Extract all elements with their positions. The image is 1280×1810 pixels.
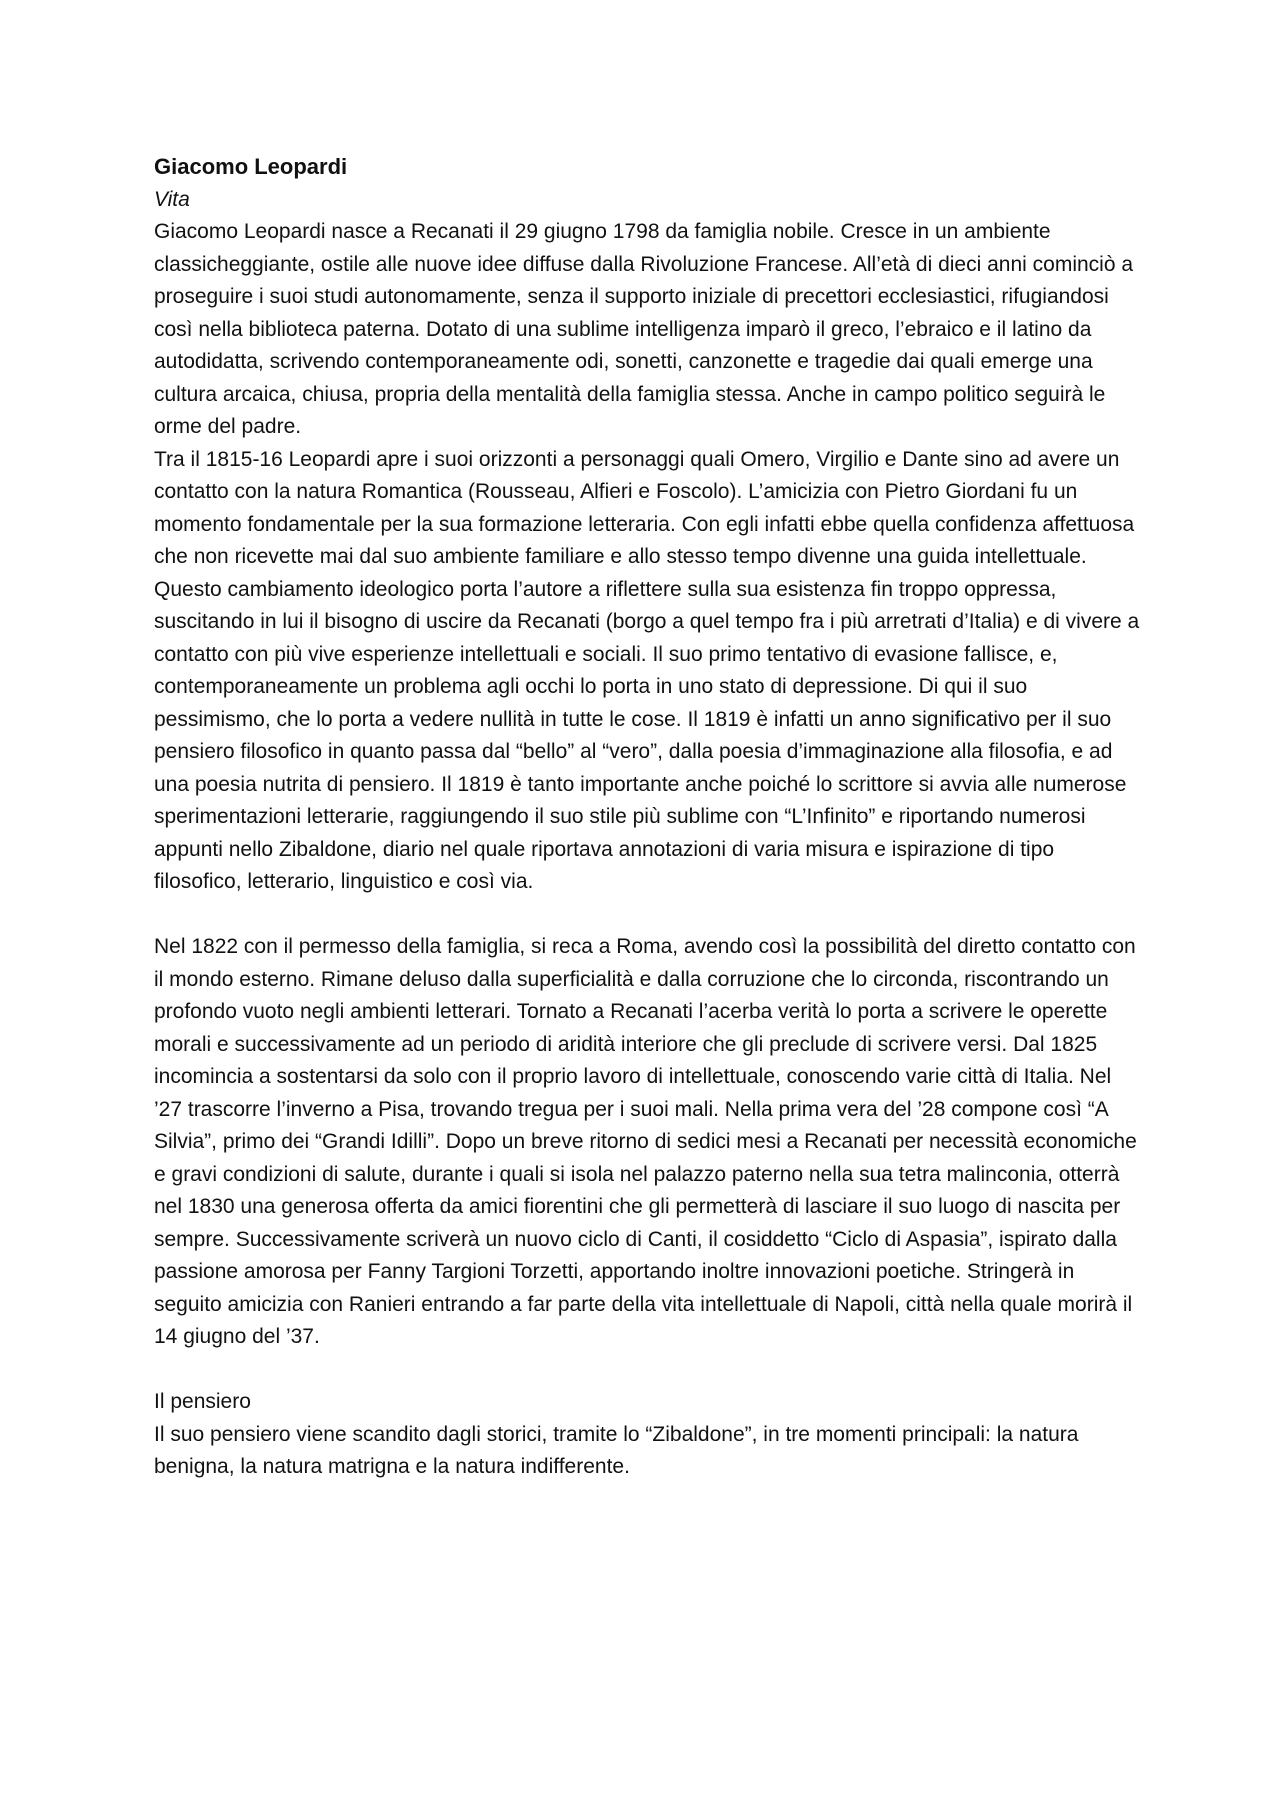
section-heading-pensiero: Il pensiero — [154, 1390, 251, 1413]
document-title: Giacomo Leopardi — [154, 154, 348, 179]
paragraph-3: Nel 1822 con il permesso della famiglia, si reca a Roma, avendo così la possibilità del diretto contatto con il mondo esterno. Rimane deluso dalla superficialità e dalla corruzione che lo circonda, riscontrando un profondo vuoto negli ambienti letterari. Tornato a Recanati l’acerba verità lo porta a scrivere le operette morali e successivamente ad un periodo di aridità interiore che gli preclude di scrivere versi. Dal 1825 incomincia a sostentarsi da solo con il proprio lavoro di intellettuale, conoscendo varie città di Italia. Nel ’27 trascorre l’inverno a Pisa, trovando tregua per i suoi mali. Nella prima vera del ’28 compone così “A Silvia”, primo dei “Grandi Idilli”. Dopo un breve ritorno di sedici mesi a Recanati per necessità economiche e gravi condizioni di salute, durante i quali si isola nel palazzo paterno nella sua tetra malinconia, otterrà nel 1830 una generosa offerta da amici fiorentini che gli permetterà di lasciare il suo luogo di nascita per sempre. Successivamente scriverà un nuovo ciclo di Canti, il cosiddetto “Ciclo di Aspasia”, ispirato dalla passione amorosa per Fanny Targioni Torzetti, apportando inoltre innovazioni poetiche. Stringerà in seguito amicizia con Ranieri entrando a far parte della vita intellettuale di Napoli, città nella quale morirà il 14 giugno del ’37. — [154, 935, 1137, 1348]
document-page — [154, 151, 1144, 1484]
paragraph-2: Tra il 1815-16 Leopardi apre i suoi orizzonti a personaggi quali Omero, Virgilio e Dante sino ad avere un contatto con la natura Romantica (Rousseau, Alfieri e Foscolo). L’amicizia con Pietro Giordani fu un momento fondamentale per la sua formazione letteraria. Con egli infatti ebbe quella confidenza affettuosa che non ricevette mai dal suo ambiente familiare e allo stesso tempo divenne una guida intellettuale. Questo cambiamento ideologico porta l’autore a riflettere sulla sua esistenza fin troppo oppressa, suscitando in lui il bisogno di uscire da Recanati (borgo a quel tempo fra i più arretrati d’Italia) e di vivere a contatto con più vive esperienze intellettuali e sociali. Il suo primo tentativo di evasione fallisce, e, contemporaneamente un problema agli occhi lo porta in uno stato di depressione. Di qui il suo pessimismo, che lo porta a vedere nullità in tutte le cose. Il 1819 è infatti un anno significativo per il suo pensiero filosofico in quanto passa dal “bello” al “vero”, dalla poesia d’immaginazione alla filosofia, e ad una poesia nutrita di pensiero. Il 1819 è tanto importante anche poiché lo scrittore si avvia alle numerose sperimentazioni letterarie, raggiungendo il suo stile più sublime con “L’Infinito” e riportando numerosi appunti nello Zibaldone, diario nel quale riportava annotazioni di varia misura e ispirazione di tipo filosofico, letterario, linguistico e così via. — [154, 447, 1140, 893]
paragraph-4: Il suo pensiero viene scandito dagli storici, tramite lo “Zibaldone”, in tre momenti principali: la natura benigna, la natura matrigna e la natura indifferente. — [154, 1422, 1079, 1478]
section-heading-vita: Vita — [154, 187, 190, 211]
blank-line — [154, 1354, 1144, 1387]
paragraph-1: Giacomo Leopardi nasce a Recanati il 29 giugno 1798 da famiglia nobile. Cresce in un ambiente classicheggiante, ostile alle nuove idee diffuse dalla Rivoluzione Francese. All’età di dieci anni cominciò a proseguire i suoi studi autonomamente, senza il supporto iniziale di precettori ecclesiastici, rifugiandosi così nella biblioteca paterna. Dotato di una sublime intelligenza imparò il greco, l’ebraico e il latino da autodidatta, scrivendo contemporaneamente odi, sonetti, canzonette e tragedie dai quali emerge una cultura arcaica, chiusa, propria della mentalità della famiglia stessa. Anche in campo politico seguirà le orme del padre. — [154, 220, 1134, 438]
blank-line — [154, 899, 1144, 932]
